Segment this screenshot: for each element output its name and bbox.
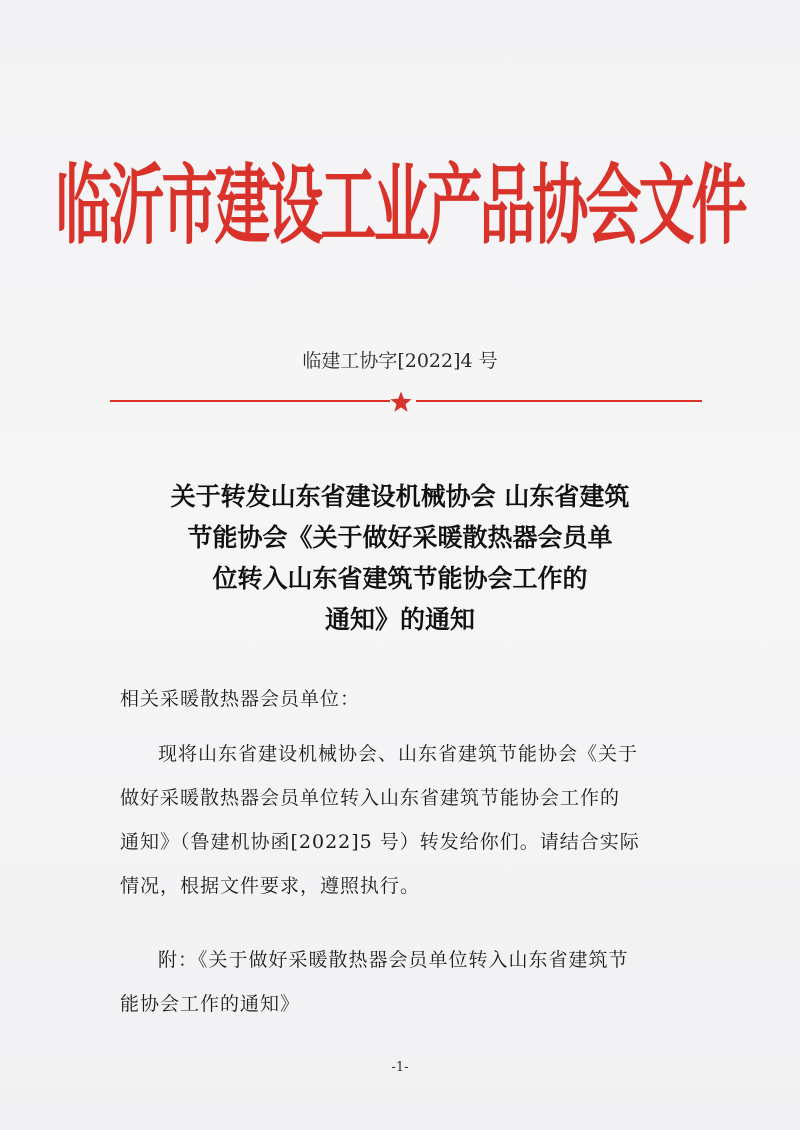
notice-title-line: 关于转发山东省建设机械协会 山东省建筑: [170, 482, 630, 511]
body-line: 做好采暖散热器会员单位转入山东省建筑节能协会工作的: [120, 787, 621, 809]
salutation: 相关采暖散热器会员单位：: [120, 688, 361, 710]
attachment-note: [120, 938, 700, 1026]
red-star-icon: [388, 390, 414, 414]
red-divider-left: [110, 400, 390, 402]
notice-title-line: 位转入山东省建筑节能协会工作的: [212, 564, 588, 593]
page-number: -1-: [391, 1060, 409, 1075]
document-number: 临建工协字[2022]4 号: [302, 350, 498, 372]
body-line: 通知》（鲁建机协函[2022]5 号）转发给你们。请结合实际: [120, 831, 640, 853]
document-header-title: 临沂市建设工业产品协会文件: [55, 156, 745, 258]
notice-title-line: 节能协会《关于做好采暖散热器会员单: [187, 523, 613, 552]
body-line: 情况，根据文件要求，遵照执行。: [120, 875, 421, 897]
body-paragraph: [120, 732, 700, 908]
red-divider-right: [416, 400, 702, 402]
attachment-line: 附：《关于做好采暖散热器会员单位转入山东省建筑节: [158, 949, 629, 971]
body-line: 现将山东省建设机械协会、山东省建筑节能协会《关于: [158, 743, 639, 765]
attachment-line: 能协会工作的通知》: [120, 993, 301, 1015]
notice-title: [100, 476, 700, 640]
notice-title-line: 通知》的通知: [324, 605, 475, 634]
